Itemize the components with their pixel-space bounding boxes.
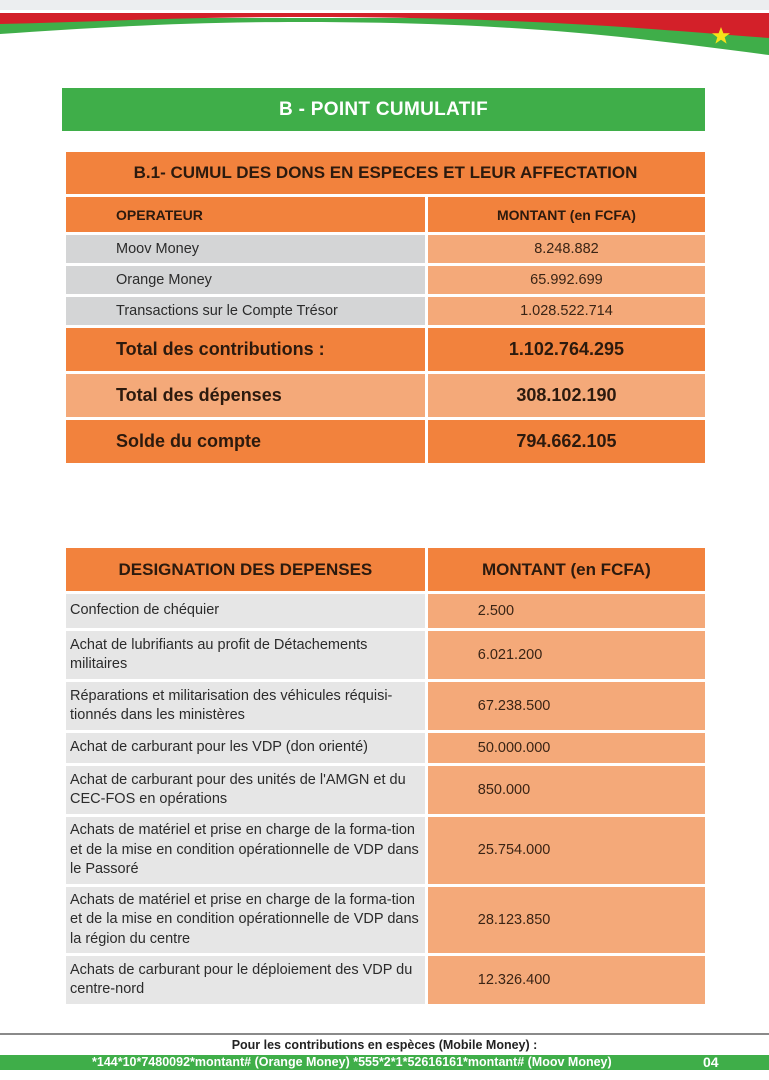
total-amount: 1.102.764.295 (428, 328, 705, 371)
table-row (66, 631, 705, 679)
account-balance-row (66, 420, 705, 463)
expense-amount: 25.754.000 (428, 817, 705, 884)
footer-divider (0, 1033, 769, 1035)
expense-amount: 50.000.000 (428, 733, 705, 763)
table-row (66, 766, 705, 814)
footer-note: Pour les contributions en espèces (Mobile Money) : (231, 1038, 538, 1052)
table-row (66, 887, 705, 954)
table-row (66, 266, 705, 294)
table-row (66, 682, 705, 730)
expense-designation: Achats de matériel et prise en charge de la forma-tion et de la mise en condition opérationnelle de VDP dans le Passoré (66, 817, 425, 884)
operator-amount: 65.992.699 (428, 266, 705, 294)
page-number: 04 (703, 1054, 719, 1070)
expense-designation: Achat de lubrifiants au profit de Détachements militaires (66, 631, 425, 679)
total-amount: 794.662.105 (428, 420, 705, 463)
mobile-money-codes: *144*10*7480092*montant# (Orange Money) *555*2*1*52616161*montant# (Moov Money) (92, 1055, 612, 1069)
expense-amount: 2.500 (428, 594, 705, 628)
table-row (66, 297, 705, 325)
expense-amount: 12.326.400 (428, 956, 705, 1004)
total-contributions-row (66, 328, 705, 371)
column-header-amount: MONTANT (en FCFA) (428, 197, 705, 232)
table-row (66, 235, 705, 263)
total-label: Total des contributions : (66, 328, 425, 371)
total-label: Solde du compte (66, 420, 425, 463)
total-label: Total des dépenses (66, 374, 425, 417)
table-row (66, 817, 705, 884)
section-title: B - POINT CUMULATIF (62, 88, 705, 131)
table-caption: B.1- CUMUL DES DONS EN ESPECES ET LEUR AFFECTATION (66, 152, 705, 194)
operator-name: Moov Money (66, 235, 425, 263)
expense-designation: Achats de carburant pour le déploiement des VDP du centre-nord (66, 956, 425, 1004)
column-header-operator: OPERATEUR (66, 197, 425, 232)
table-row (66, 594, 705, 628)
table-row (66, 956, 705, 1004)
expense-designation: Réparations et militarisation des véhicules réquisi-tionnés dans les ministères (66, 682, 425, 730)
total-amount: 308.102.190 (428, 374, 705, 417)
expense-designation: Confection de chéquier (66, 594, 425, 628)
operator-amount: 8.248.882 (428, 235, 705, 263)
expense-designation: Achat de carburant pour des unités de l'AMGN et du CEC-FOS en opérations (66, 766, 425, 814)
flag-banner (0, 0, 769, 60)
operator-name: Orange Money (66, 266, 425, 294)
expenses-table (63, 545, 708, 1007)
expense-amount: 28.123.850 (428, 887, 705, 954)
footer-bar (0, 1055, 769, 1070)
column-header-amount: MONTANT (en FCFA) (428, 548, 705, 591)
expense-designation: Achat de carburant pour les VDP (don orienté) (66, 733, 425, 763)
column-header-designation: DESIGNATION DES DEPENSES (66, 548, 425, 591)
operator-amount: 1.028.522.714 (428, 297, 705, 325)
expense-designation: Achats de matériel et prise en charge de la forma-tion et de la mise en condition opérationnelle de VDP dans la région du centre (66, 887, 425, 954)
total-expenses-row (66, 374, 705, 417)
operator-name: Transactions sur le Compte Trésor (66, 297, 425, 325)
expense-amount: 67.238.500 (428, 682, 705, 730)
expense-amount: 850.000 (428, 766, 705, 814)
table-row (66, 733, 705, 763)
donations-summary-table (63, 149, 708, 466)
expense-amount: 6.021.200 (428, 631, 705, 679)
